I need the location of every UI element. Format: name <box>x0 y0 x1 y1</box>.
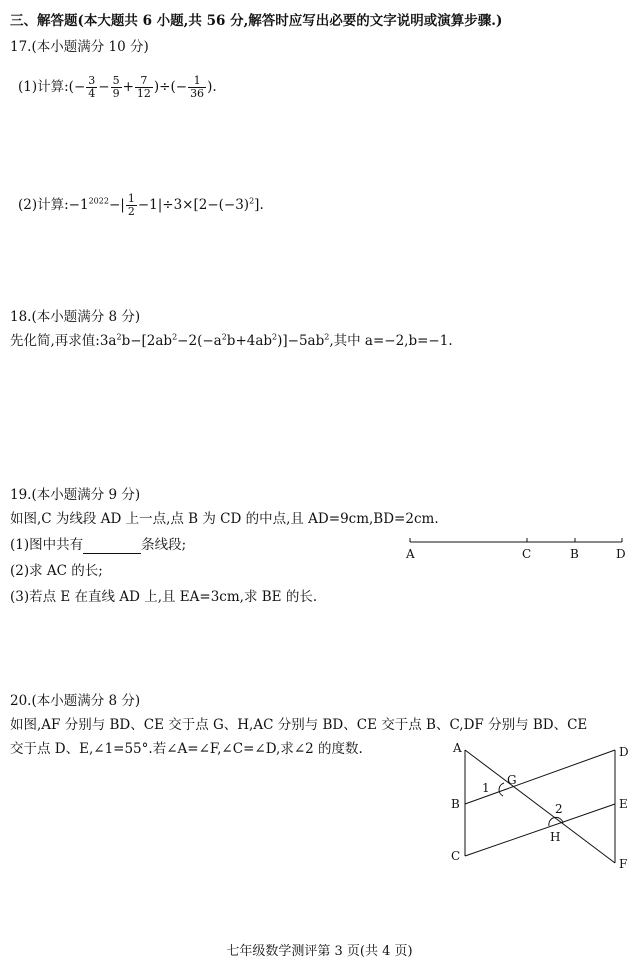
frac-num: 1 <box>193 74 201 87</box>
label-a: A <box>406 547 415 561</box>
q18-body <box>10 332 453 350</box>
line-ce <box>465 804 615 856</box>
fraction-7-12 <box>135 75 153 100</box>
label-c: C <box>522 547 532 561</box>
q19-header: 19.(本小题满分 9 分) <box>10 487 141 503</box>
label-b: B <box>570 547 579 561</box>
q19-line1: 如图,C 为线段 AD 上一点,点 B 为 CD 的中点,且 AD=9cm,BD=2cm. <box>10 511 439 527</box>
label-f: F <box>619 857 628 871</box>
q17-p2-abs-open: −| <box>108 197 125 213</box>
q17-p2-end: ]. <box>254 197 264 213</box>
q19-part1 <box>10 536 186 554</box>
q19-part2: (2)求 AC 的长; <box>10 563 103 579</box>
q18-sup5: 2 <box>324 332 330 342</box>
q19-part1-text2: 条线段; <box>141 537 187 553</box>
fraction-1-36 <box>188 75 206 100</box>
label-angle-1: 1 <box>482 781 490 795</box>
q17-p2-rest: −1|÷3×[2−(−3) <box>137 197 250 213</box>
q18-sup2: 2 <box>172 332 178 342</box>
frac-den: 4 <box>88 87 96 100</box>
frac-num: 1 <box>127 192 135 205</box>
angle-1-arc <box>499 783 504 796</box>
q17-header: 17.(本小题满分 10 分) <box>10 39 149 55</box>
q19-part1-text: (1)图中共有 <box>10 537 84 553</box>
frac-den: 36 <box>190 87 205 100</box>
fraction-5-9 <box>111 75 122 100</box>
q18-seg1: 先化简,再求值:3a <box>10 333 117 349</box>
answer-blank[interactable] <box>83 541 141 554</box>
parallel-lines-figure <box>445 738 635 873</box>
frac-num: 3 <box>88 74 96 87</box>
fraction-3-4 <box>86 75 97 100</box>
q18-seg5: )]−5ab <box>277 333 325 349</box>
fraction-1-2 <box>126 193 137 218</box>
label-a: A <box>453 741 462 755</box>
frac-den: 9 <box>112 87 120 100</box>
q18-sup4: 2 <box>272 332 278 342</box>
line-af <box>465 750 615 863</box>
label-h: H <box>550 830 561 844</box>
label-g: G <box>507 773 517 787</box>
q20-header: 20.(本小题满分 8 分) <box>10 693 141 709</box>
q17-p1-prefix: (1)计算:( <box>18 79 74 95</box>
q18-sup1: 2 <box>116 332 122 342</box>
q17-p1-end: ). <box>207 79 217 95</box>
q18-sup3: 2 <box>221 332 227 342</box>
label-d: D <box>619 745 629 759</box>
q17-p1-mid: )÷(− <box>153 79 188 95</box>
label-b: B <box>451 797 460 811</box>
q17-p2-prefix: (2)计算:−1 <box>18 197 89 213</box>
frac-den: 2 <box>127 205 135 218</box>
label-d: D <box>616 547 626 561</box>
q18-seg3: −2(−a <box>177 333 222 349</box>
label-angle-2: 2 <box>555 802 563 816</box>
q17-p1-plus: + <box>122 79 134 95</box>
q18-header: 18.(本小题满分 8 分) <box>10 309 141 325</box>
q17-part2 <box>18 190 264 220</box>
line-bd <box>465 750 615 804</box>
q20-line1: 如图,AF 分别与 BD、CE 交于点 G、H,AC 分别与 BD、CE 交于点 B、C,DF 分别与 BD、CE <box>10 717 588 733</box>
q17-part1 <box>18 72 217 102</box>
q17-p2-square: 2 <box>249 196 255 206</box>
q20-line2: 交于点 D、E,∠1=55°.若∠A=∠F,∠C=∠D,求∠2 的度数. <box>10 741 363 757</box>
q18-seg4: b+4ab <box>226 333 273 349</box>
label-c: C <box>451 849 461 863</box>
q18-seg6: ,其中 a=−2,b=−1. <box>329 333 453 349</box>
page-footer: 七年级数学测评第 3 页(共 4 页) <box>226 944 413 959</box>
frac-num: 7 <box>140 74 148 87</box>
q17-p1-minus2: − <box>98 79 110 95</box>
frac-den: 12 <box>136 87 151 100</box>
frac-num: 5 <box>112 74 120 87</box>
section-title: 三、解答题(本大题共 6 小题,共 56 分,解答时应写出必要的文字说明或演算步骤.) <box>10 13 503 29</box>
segment-figure <box>400 532 632 562</box>
q17-p2-exponent: 2022 <box>88 196 109 206</box>
label-e: E <box>619 797 628 811</box>
q17-p1-minus: − <box>73 79 86 95</box>
q19-part3: (3)若点 E 在直线 AD 上,且 EA=3cm,求 BE 的长. <box>10 589 318 605</box>
q18-seg2: b−[2ab <box>121 333 173 349</box>
